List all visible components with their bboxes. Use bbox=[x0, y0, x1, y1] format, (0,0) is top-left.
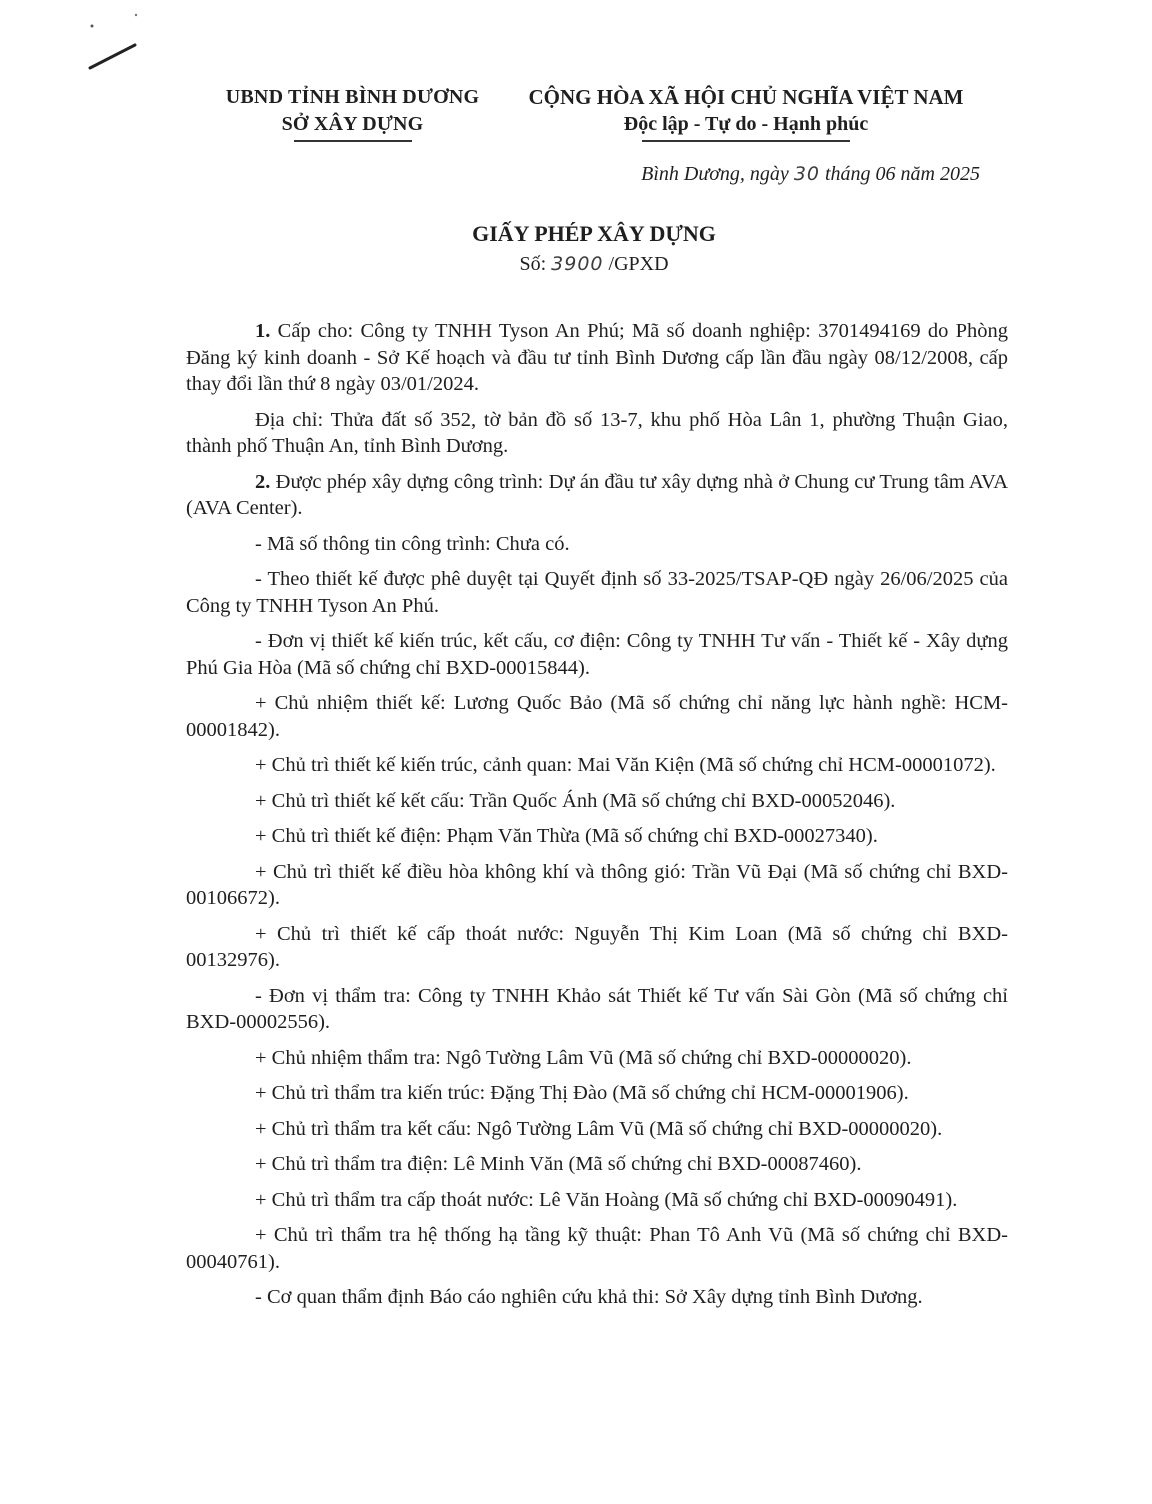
body-paragraph bbox=[186, 628, 1008, 681]
dateline-place: Bình Dương, ngày bbox=[641, 163, 789, 185]
docno-suffix: /GPXD bbox=[608, 253, 669, 275]
nation-motto: Độc lập - Tự do - Hạnh phúc bbox=[623, 113, 869, 135]
body-paragraph bbox=[186, 690, 1008, 743]
docno-prefix: Số: bbox=[519, 253, 547, 275]
pen-stroke-mark bbox=[80, 10, 150, 80]
body-paragraph bbox=[186, 1151, 1008, 1178]
dateline-day: 30 bbox=[793, 163, 820, 185]
body-paragraph bbox=[186, 921, 1008, 974]
paragraph-text: - Đơn vị thiết kế kiến trúc, kết cấu, cơ điện: Công ty TNHH Tư vấn - Thiết kế - Xây dựng Phú Gia Hòa (Mã số chứng chỉ BXD-00015844). bbox=[186, 630, 1008, 679]
issuing-agency bbox=[200, 84, 505, 142]
paragraph-text: - Mã số thông tin công trình: Chưa có. bbox=[255, 532, 570, 555]
paragraph-text: - Cơ quan thẩm định Báo cáo nghiên cứu khả thi: Sở Xây dựng tỉnh Bình Dương. bbox=[255, 1286, 923, 1308]
paragraph-text: Được phép xây dựng công trình: Dự án đầu tư xây dựng nhà ở Chung cư Trung tâm AVA (AVA Center). bbox=[186, 470, 1008, 519]
body-paragraph bbox=[186, 1080, 1008, 1107]
body-paragraph bbox=[186, 407, 1008, 460]
document-body bbox=[186, 318, 1008, 1320]
agency-name: SỞ XÂY DỰNG bbox=[281, 113, 424, 135]
paragraph-text: - Theo thiết kế được phê duyệt tại Quyết định số 33-2025/TSAP-QĐ ngày 26/06/2025 của Công ty TNHH Tyson An Phú. bbox=[186, 568, 1008, 617]
body-paragraph bbox=[186, 1187, 1008, 1214]
body-paragraph bbox=[186, 566, 1008, 619]
body-paragraph bbox=[186, 469, 1008, 522]
paragraph-text: + Chủ trì thẩm tra cấp thoát nước: Lê Văn Hoàng (Mã số chứng chỉ BXD-00090491). bbox=[255, 1188, 958, 1211]
paragraph-text: + Chủ trì thẩm tra kiến trúc: Đặng Thị Đào (Mã số chứng chỉ HCM-00001906). bbox=[255, 1082, 909, 1104]
paragraph-text: + Chủ trì thiết kế kiến trúc, cảnh quan: Mai Văn Kiện (Mã số chứng chỉ HCM-00001072). bbox=[255, 754, 996, 776]
dateline-month-year: tháng 06 năm 2025 bbox=[825, 163, 980, 185]
paragraph-text: + Chủ trì thẩm tra điện: Lê Minh Văn (Mã số chứng chỉ BXD-00087460). bbox=[255, 1153, 862, 1175]
body-paragraph bbox=[186, 859, 1008, 912]
paragraph-text: Địa chỉ: Thửa đất số 352, tờ bản đồ số 13-7, khu phố Hòa Lân 1, phường Thuận Giao, thành phố Thuận An, tỉnh Bình Dương. bbox=[186, 408, 1008, 457]
paragraph-text: + Chủ trì thiết kế kết cấu: Trần Quốc Ánh (Mã số chứng chỉ BXD-00052046). bbox=[255, 789, 896, 812]
paragraph-text: - Đơn vị thẩm tra: Công ty TNHH Khảo sát Thiết kế Tư vấn Sài Gòn (Mã số chứng chỉ BXD-00002556). bbox=[186, 984, 1008, 1033]
paragraph-text: + Chủ nhiệm thiết kế: Lương Quốc Bảo (Mã số chứng chỉ năng lực hành nghề: HCM-00001842). bbox=[186, 692, 1008, 741]
body-paragraph bbox=[186, 1116, 1008, 1143]
paragraph-text: Cấp cho: Công ty TNHH Tyson An Phú; Mã số doanh nghiệp: 3701494169 do Phòng Đăng ký kinh doanh - Sở Kế hoạch và đầu tư tỉnh Bình Dương cấp lần đầu ngày 08/12/2008, cấp thay đổi lần thứ 8 ngày 03/01/2024. bbox=[186, 320, 1009, 395]
body-paragraph bbox=[186, 1045, 1008, 1072]
body-paragraph bbox=[186, 318, 1008, 398]
agency-underline bbox=[294, 140, 412, 142]
body-paragraph bbox=[186, 1284, 1008, 1311]
paragraph-text: + Chủ trì thiết kế điện: Phạm Văn Thừa (Mã số chứng chỉ BXD-00027340). bbox=[255, 825, 878, 847]
national-heading bbox=[500, 84, 992, 142]
nation-name: CỘNG HÒA XÃ HỘI CHỦ NGHĨA VIỆT NAM bbox=[528, 85, 964, 109]
paragraph-text: + Chủ nhiệm thẩm tra: Ngô Tường Lâm Vũ (Mã số chứng chỉ BXD-00000020). bbox=[255, 1046, 912, 1069]
body-paragraph bbox=[186, 823, 1008, 850]
body-paragraph bbox=[186, 752, 1008, 779]
paragraph-text: + Chủ trì thiết kế điều hòa không khí và thông gió: Trần Vũ Đại (Mã số chứng chỉ BXD-00106672). bbox=[186, 860, 1008, 909]
body-paragraph bbox=[186, 531, 1008, 558]
paragraph-text: + Chủ trì thẩm tra hệ thống hạ tầng kỹ thuật: Phan Tô Anh Vũ (Mã số chứng chỉ BXD-00040761). bbox=[186, 1224, 1008, 1273]
body-paragraph bbox=[186, 1222, 1008, 1275]
paragraph-text: + Chủ trì thẩm tra kết cấu: Ngô Tường Lâm Vũ (Mã số chứng chỉ BXD-00000020). bbox=[255, 1117, 943, 1140]
paragraph-number: 1. bbox=[255, 320, 271, 342]
agency-parent: UBND TỈNH BÌNH DƯƠNG bbox=[225, 86, 480, 108]
paragraph-number: 2. bbox=[255, 470, 271, 493]
body-paragraph bbox=[186, 788, 1008, 815]
motto-underline bbox=[642, 140, 850, 142]
dateline bbox=[560, 160, 980, 188]
document-number bbox=[0, 250, 1152, 278]
docno-number: 3900 bbox=[551, 253, 604, 275]
document-title: GIẤY PHÉP XÂY DỰNG bbox=[472, 221, 716, 246]
body-paragraph bbox=[186, 983, 1008, 1036]
paragraph-text: + Chủ trì thiết kế cấp thoát nước: Nguyễn Thị Kim Loan (Mã số chứng chỉ BXD-00132976). bbox=[186, 922, 1008, 971]
